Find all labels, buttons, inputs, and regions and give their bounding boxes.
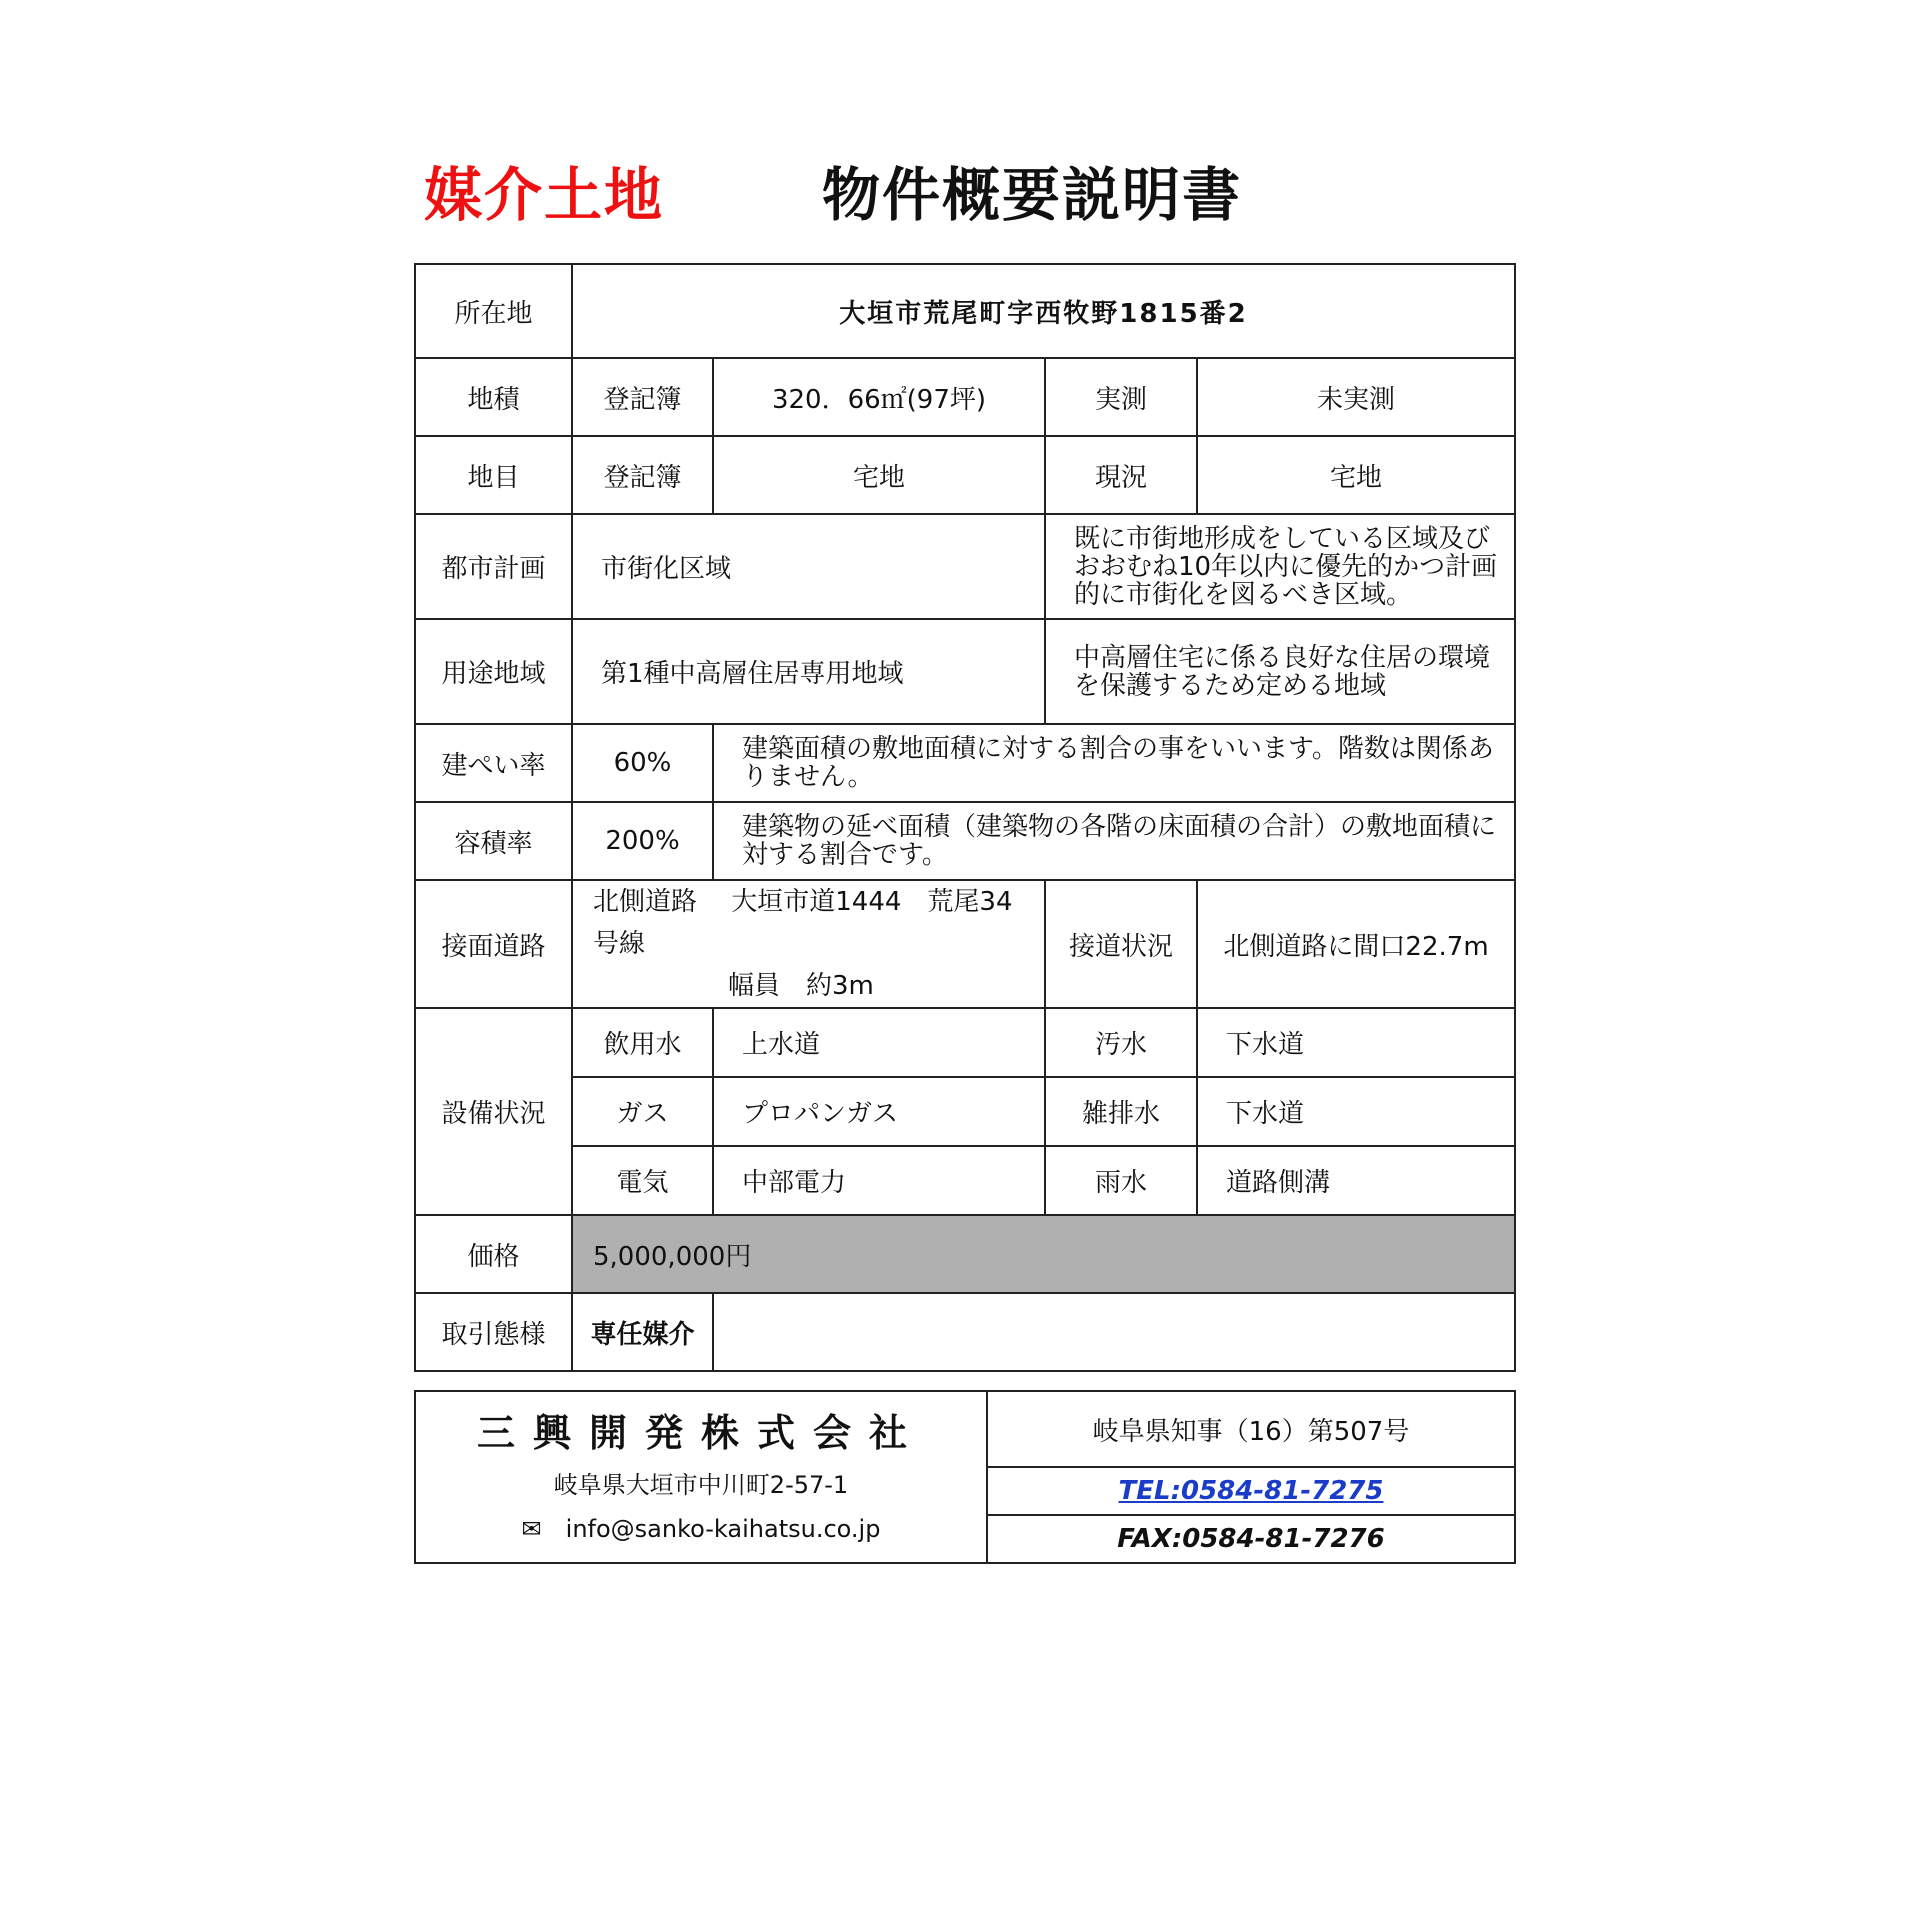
road-detail <box>572 880 1045 1008</box>
road-line-1: 北側道路 大垣市道1444 荒尾34号線 <box>593 887 1013 959</box>
coverage-label: 建ぺい率 <box>415 724 572 802</box>
coverage-value: 60% <box>572 724 713 802</box>
gas-value: プロパンガス <box>713 1077 1045 1146</box>
city-planning-label: 都市計画 <box>415 514 572 619</box>
land-category-label: 地目 <box>415 436 572 514</box>
city-planning-value: 市街化区域 <box>572 514 1045 619</box>
location-label: 所在地 <box>415 264 572 358</box>
area-registry-value: 320．66㎡(97坪) <box>713 358 1045 436</box>
electric-label: 電気 <box>572 1146 713 1215</box>
gas-label: ガス <box>572 1077 713 1146</box>
far-label: 容積率 <box>415 802 572 880</box>
company-name: 三興開発株式会社 <box>476 1411 925 1455</box>
sewage-label: 汚水 <box>1045 1008 1197 1077</box>
road-label: 接面道路 <box>415 880 572 1008</box>
far-value: 200% <box>572 802 713 880</box>
road-line-2: 幅員 約3m <box>728 971 874 1001</box>
company-block <box>415 1391 987 1563</box>
transaction-label: 取引態様 <box>415 1293 572 1371</box>
location-value: 大垣市荒尾町字西牧野1815番2 <box>572 264 1515 358</box>
transaction-blank <box>713 1293 1515 1371</box>
electric-value: 中部電力 <box>713 1146 1045 1215</box>
land-registry-value: 宅地 <box>713 436 1045 514</box>
drain-value: 下水道 <box>1197 1077 1515 1146</box>
company-footer <box>414 1390 1516 1564</box>
area-registry-label: 登記簿 <box>572 358 713 436</box>
license-number: 岐阜県知事（16）第507号 <box>987 1391 1515 1467</box>
road-status-value: 北側道路に間口22.7m <box>1197 880 1515 1008</box>
tel-link[interactable]: TEL:0584-81-7275 <box>1118 1476 1384 1506</box>
utilities-label: 設備状況 <box>415 1008 572 1215</box>
sewage-value: 下水道 <box>1197 1008 1515 1077</box>
fax-number: FAX:0584-81-7276 <box>1117 1524 1385 1554</box>
transaction-value: 専任媒介 <box>572 1293 713 1371</box>
land-current-label: 現況 <box>1045 436 1197 514</box>
price-value: 5,000,000円 <box>572 1215 1515 1293</box>
price-label: 価格 <box>415 1215 572 1293</box>
area-label: 地積 <box>415 358 572 436</box>
property-summary-table <box>414 263 1516 1372</box>
drain-label: 雑排水 <box>1045 1077 1197 1146</box>
rain-label: 雨水 <box>1045 1146 1197 1215</box>
land-registry-label: 登記簿 <box>572 436 713 514</box>
zoning-value: 第1種中高層住居専用地域 <box>572 619 1045 724</box>
land-current-value: 宅地 <box>1197 436 1515 514</box>
zoning-description: 中高層住宅に係る良好な住居の環境を保護するため定める地域 <box>1045 619 1515 724</box>
coverage-description: 建築面積の敷地面積に対する割合の事をいいます。階数は関係ありません。 <box>713 724 1515 802</box>
water-value: 上水道 <box>713 1008 1045 1077</box>
company-address: 岐阜県大垣市中川町2-57-1 <box>553 1471 849 1499</box>
company-email: ✉ info@sanko-kaihatsu.co.jp <box>521 1515 881 1543</box>
far-description: 建築物の延べ面積（建築物の各階の床面積の合計）の敷地面積に対する割合です。 <box>713 802 1515 880</box>
road-status-label: 接道状況 <box>1045 880 1197 1008</box>
area-survey-label: 実測 <box>1045 358 1197 436</box>
rain-value: 道路側溝 <box>1197 1146 1515 1215</box>
zoning-label: 用途地域 <box>415 619 572 724</box>
title-tag: 媒介土地 <box>424 161 665 229</box>
water-label: 飲用水 <box>572 1008 713 1077</box>
city-planning-description: 既に市街地形成をしている区域及びおおむね10年以内に優先的かつ計画的に市街化を図るべき区域。 <box>1045 514 1515 619</box>
area-survey-value: 未実測 <box>1197 358 1515 436</box>
page-title: 物件概要説明書 <box>822 161 1243 229</box>
